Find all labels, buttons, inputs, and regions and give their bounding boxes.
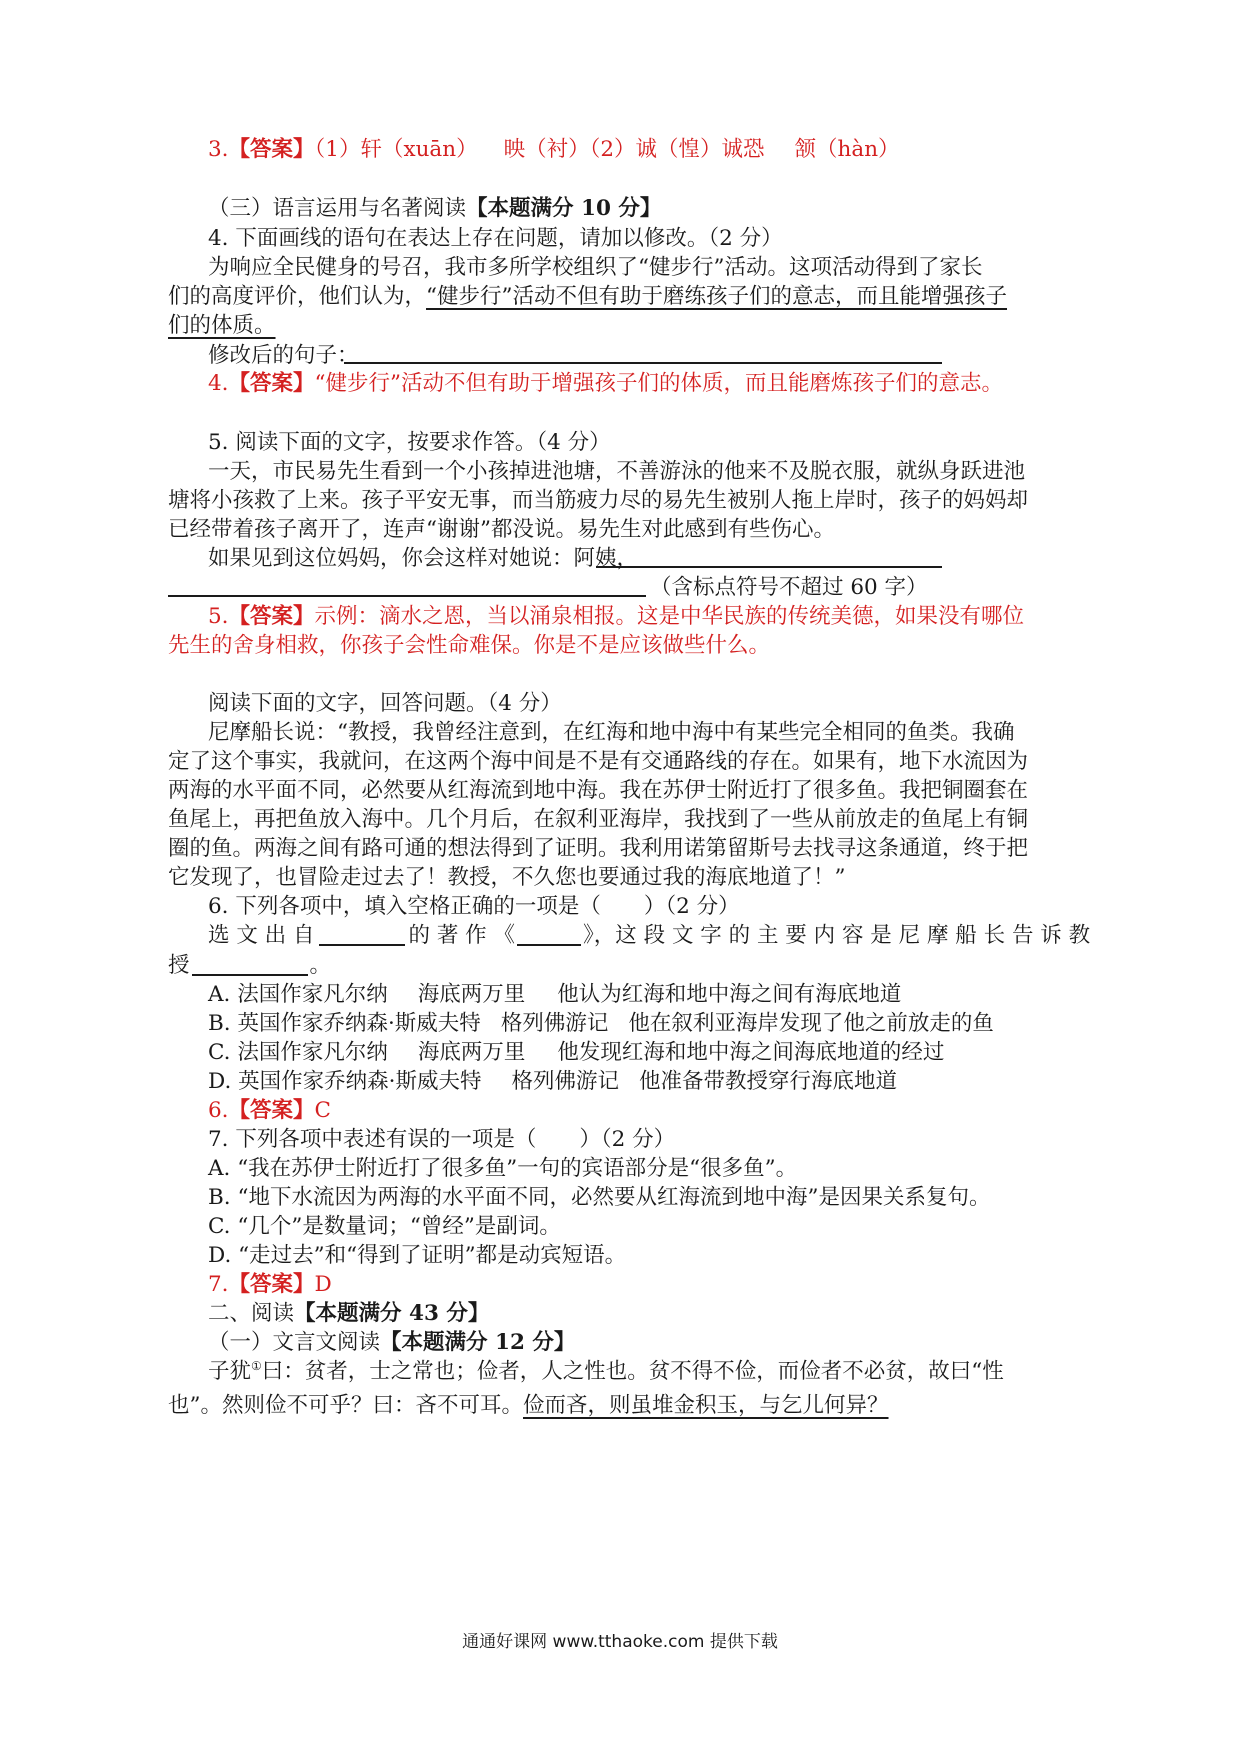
q5-answer <box>208 601 1024 633</box>
reading-line: 两海的水平面不同，必然要从红海流到地中海。我在苏伊士附近打了很多鱼。我把铜圈套在 <box>168 778 1029 803</box>
answer-tag: 【答案】 <box>228 1272 315 1297</box>
q3-answer <box>208 134 900 166</box>
q5-line2: 塘将小孩救了上来。孩子平安无事，而当筋疲力尽的易先生被别人拖上岸时，孩子的妈妈却 <box>168 488 1029 513</box>
classical-text: 曰：贫者，士之常也；俭者，人之性也。贫不得不俭，而俭者不必贫，故曰“性 <box>261 1359 1004 1384</box>
answer-tag: 【答案】 <box>228 604 315 629</box>
reading-line: 圈的鱼。两海之间有路可通的想法得到了证明。我利用诺第留斯号去找寻这条通道，终于把 <box>168 836 1029 861</box>
q4-answer-text: “健步行”活动不但有助于增强孩子们的体质，而且能磨炼孩子们的意志。 <box>314 371 1004 396</box>
q6-option-book: 格列佛游记 <box>511 1069 619 1094</box>
section3-score: 【本题满分 10 分】 <box>466 196 662 221</box>
q6-fill-text-d: 授 <box>168 953 190 978</box>
q6-option-a[interactable] <box>208 979 901 1011</box>
q4-prompt: 4. 下面画线的语句在表达上存在问题，请加以修改。（2 分） <box>208 226 783 251</box>
q6-option-content: 他发现红海和地中海之间海底地道的经过 <box>557 1040 945 1065</box>
q6-option-content: 他准备带教授穿行海底地道 <box>639 1069 898 1094</box>
classical-text-plain: 也”。然则俭不可乎？曰：吝不可耳。 <box>168 1393 523 1418</box>
classical-name: 子犹 <box>208 1359 252 1384</box>
q5-answer-prefix: 5. <box>208 604 229 629</box>
q4-line2-plain: 们的高度评价，他们认为， <box>168 284 427 309</box>
q5-line3: 已经带着孩子离开了，连声“谢谢”都没说。易先生对此感到有些伤心。 <box>168 517 835 542</box>
q6-option-content: 他认为红海和地中海之间有海底地道 <box>557 982 902 1007</box>
q4-revise-label: 修改后的句子： <box>208 343 359 368</box>
q4-underlined-sentence-end: 们的体质。 <box>168 313 276 338</box>
q5-answer-blank-2[interactable] <box>168 595 646 597</box>
q6-answer-prefix: 6. <box>208 1098 229 1123</box>
q6-option-book: 格列佛游记 <box>500 1011 609 1036</box>
q6-option-b[interactable] <box>208 1008 994 1040</box>
q6-fill-end: 。 <box>309 953 332 978</box>
q5-line1: 一天，市民易先生看到一个小孩掉进池塘，不善游泳的他来不及脱衣服，就纵身跃进池 <box>208 459 1026 484</box>
q6-blank-content[interactable] <box>192 952 308 976</box>
classical-line2 <box>168 1390 889 1422</box>
part2-sub-title: （一）文言文阅读 <box>208 1330 381 1355</box>
q7-answer <box>208 1269 332 1301</box>
q6-prompt: 6. 下列各项中，填入空格正确的一项是（ ）（2 分） <box>208 894 740 919</box>
section3-title: （三）语言运用与名著阅读 <box>208 196 467 221</box>
q6-option-author: D. 英国作家乔纳森·斯威夫特 <box>208 1069 482 1094</box>
q4-line2 <box>168 281 1007 313</box>
classical-line1 <box>208 1356 1004 1388</box>
q6-fill-line <box>208 920 1090 952</box>
reading-line: 尼摩船长说：“教授，我曾经注意到，在红海和地中海中有某些完全相同的鱼类。我确 <box>208 720 1015 745</box>
q6-fill-text-a: 选 文 出 自 <box>208 923 315 948</box>
q3-answer-part1: （1）轩（xuān） <box>314 137 478 162</box>
q6-option-content: 他在叙利亚海岸发现了他之前放走的鱼 <box>628 1011 994 1036</box>
q6-option-book: 海底两万里 <box>417 1040 526 1065</box>
q6-fill-line2 <box>168 950 331 982</box>
q5-line4: 如果见到这位妈妈，你会这样对她说：阿姨， <box>208 546 639 571</box>
q4-underlined-sentence: “健步行”活动不但有助于磨练孩子们的意志，而且能增强孩子 <box>426 284 1008 309</box>
part2-sub-score: 【本题满分 12 分】 <box>380 1330 576 1355</box>
q6-fill-text-b: 的 著 作 《 <box>408 923 516 948</box>
q4-answer-prefix: 4. <box>208 371 229 396</box>
q3-answer-part3: 颔（hàn） <box>794 137 900 162</box>
q6-option-author: B. 英国作家乔纳森·斯威夫特 <box>208 1011 481 1036</box>
q6-fill-text-c: 》，这 段 文 字 的 主 要 内 容 是 尼 摩 船 长 告 诉 教 <box>583 923 1091 948</box>
q5-answer-blank-1[interactable] <box>596 566 942 568</box>
reading-line: 鱼尾上，再把鱼放入海中。几个月后，在叙利亚海岸，我找到了一些从前放走的鱼尾上有铜 <box>168 807 1029 832</box>
q3-answer-prefix: 3. <box>208 137 229 162</box>
q7-option-c[interactable]: C. “几个”是数量词；“曾经”是副词。 <box>208 1214 561 1239</box>
q7-prompt: 7. 下列各项中表述有误的一项是（ ）（2 分） <box>208 1127 676 1152</box>
q6-option-book: 海底两万里 <box>417 982 526 1007</box>
q5-answer-line1: 示例：滴水之恩，当以涌泉相报。这是中华民族的传统美德，如果没有哪位 <box>314 604 1025 629</box>
q6-option-author: C. 法国作家凡尔纳 <box>208 1040 388 1065</box>
part2-score: 【本题满分 43 分】 <box>294 1301 490 1326</box>
q6-blank-book[interactable] <box>517 922 581 946</box>
q4-line3 <box>168 310 276 342</box>
q7-option-b[interactable]: B. “地下水流因为两海的水平面不同，必然要从红海流到地中海”是因果关系复句。 <box>208 1185 991 1210</box>
q7-answer-prefix: 7. <box>208 1272 229 1297</box>
q5-limit: （含标点符号不超过 60 字） <box>650 575 928 600</box>
reading-line: 定了这个事实，我就问，在这两个海中间是不是有交通路线的存在。如果有，地下水流因为 <box>168 749 1029 774</box>
classical-underlined-sentence: 俭而吝，则虽堆金积玉，与乞儿何异？ <box>523 1393 889 1418</box>
part2-heading <box>208 1298 489 1330</box>
footnote-marker[interactable]: ① <box>251 1358 262 1373</box>
q6-answer <box>208 1095 331 1127</box>
section3-heading <box>208 193 661 225</box>
q6-option-d[interactable] <box>208 1066 897 1098</box>
q4-line1: 为响应全民健身的号召，我市多所学校组织了“健步行”活动。这项活动得到了家长 <box>208 255 983 280</box>
q6-blank-author[interactable] <box>319 922 405 946</box>
q7-option-d[interactable]: D. “走过去”和“得到了证明”都是动宾短语。 <box>208 1243 627 1268</box>
q4-answer <box>208 368 1003 400</box>
q5-answer-line2: 先生的舍身相救，你孩子会性命难保。你是不是应该做些什么。 <box>168 633 771 658</box>
page-footer: 通通好课网 www.tthaoke.com 提供下载 <box>462 1632 778 1652</box>
q6-answer-text: C <box>314 1098 331 1123</box>
reading-line: 它发现了，也冒险走过去了！教授，不久您也要通过我的海底地道了！” <box>168 865 846 890</box>
answer-tag: 【答案】 <box>228 371 315 396</box>
answer-tag: 【答案】 <box>228 137 315 162</box>
answer-tag: 【答案】 <box>228 1098 315 1123</box>
q6-option-author: A. 法国作家凡尔纳 <box>208 982 388 1007</box>
part2-title: 二、阅读 <box>208 1301 295 1326</box>
q3-answer-part2: 映（衬）（2）诚（惶）诚恐 <box>503 137 765 162</box>
part2-sub-heading <box>208 1327 575 1359</box>
q7-answer-text: D <box>314 1272 332 1297</box>
reading-prompt: 阅读下面的文字，回答问题。（4 分） <box>208 691 562 716</box>
q6-option-c[interactable] <box>208 1037 944 1069</box>
q4-answer-blank[interactable] <box>344 362 942 364</box>
q5-prompt: 5. 阅读下面的文字，按要求作答。（4 分） <box>208 430 611 455</box>
q7-option-a[interactable]: A. “我在苏伊士附近打了很多鱼”一句的宾语部分是“很多鱼”。 <box>208 1156 798 1181</box>
